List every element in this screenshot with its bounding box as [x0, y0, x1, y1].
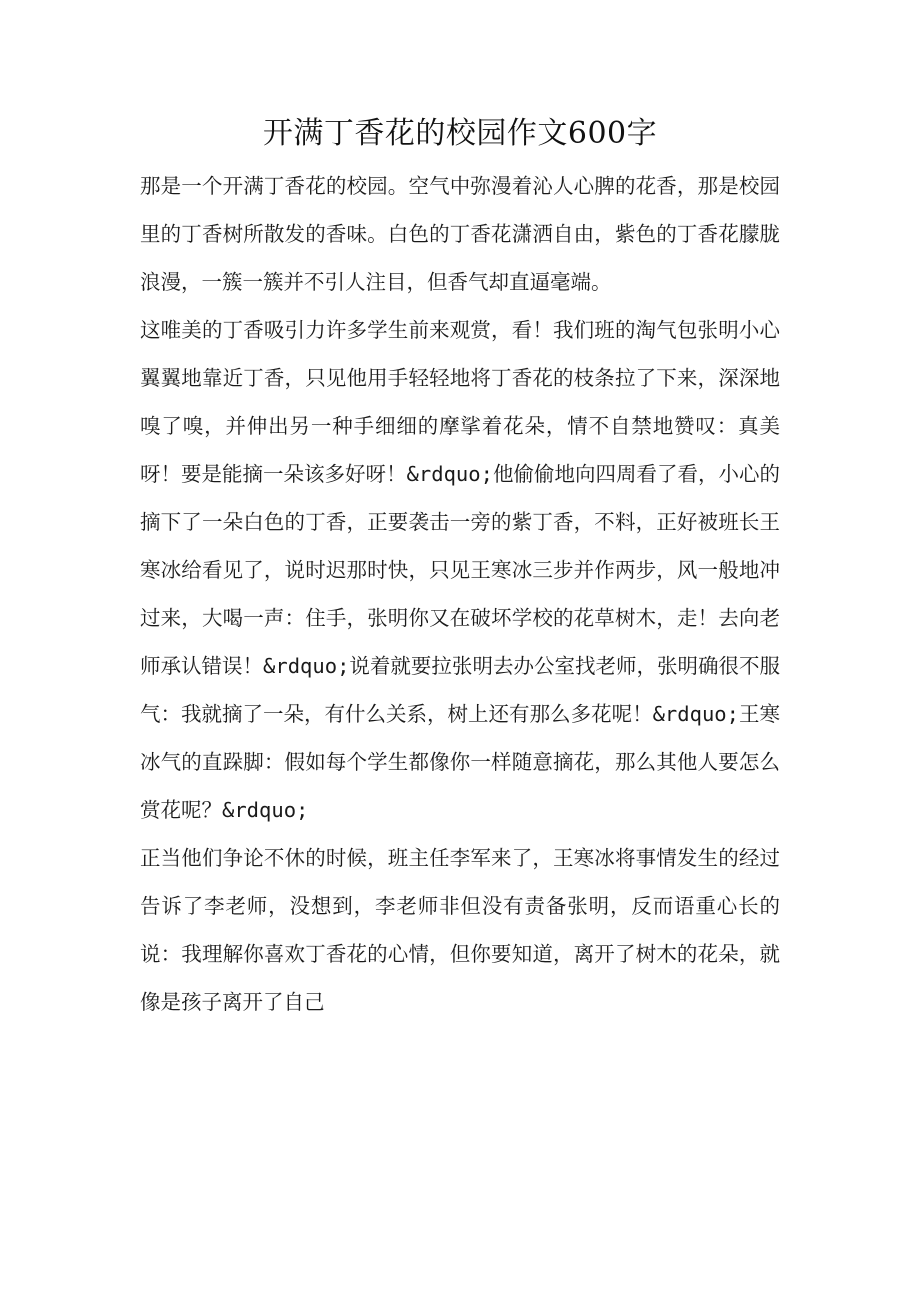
- document-body: [140, 162, 780, 1026]
- document-title: 开满丁香花的校园作文600字: [262, 116, 658, 151]
- paragraph-2: 这唯美的丁香吸引力许多学生前来观赏，看！我们班的淘气包张明小心翼翼地靠近丁香，只见他用手轻轻地将丁香花的枝条拉了下来，深深地嗅了嗅，并伸出另一种手细细的摩挲着花朵，情不自禁地赞叹：真美呀！要是能摘一朵该多好呀！&rdquo;他偷偷地向四周看了看，小心的摘下了一朵白色的丁香，正要袭击一旁的紫丁香，不料，正好被班长王寒冰给看见了，说时迟那时快，只见王寒冰三步并作两步，风一般地冲过来，大喝一声：住手，张明你又在破坏学校的花草树木，走！去向老师承认错误！&rdquo;说着就要拉张明去办公室找老师，张明确很不服气：我就摘了一朵，有什么关系，树上还有那么多花呢！&rdquo;王寒冰气的直跺脚：假如每个学生都像你一样随意摘花，那么其他人要怎么赏花呢？&rdquo;: [140, 318, 780, 822]
- paragraph-1: 那是一个开满丁香花的校园。空气中弥漫着沁人心脾的花香，那是校园里的丁香树所散发的香味。白色的丁香花潇洒自由，紫色的丁香花朦胧浪漫，一簇一簇并不引人注目，但香气却直逼毫端。: [140, 174, 780, 294]
- paragraph-3: 正当他们争论不休的时候，班主任李军来了，王寒冰将事情发生的经过告诉了李老师，没想到，李老师非但没有责备张明，反而语重心长的说：我理解你喜欢丁香花的心情，但你要知道，离开了树木的花朵，就像是孩子离开了自己: [140, 846, 780, 1014]
